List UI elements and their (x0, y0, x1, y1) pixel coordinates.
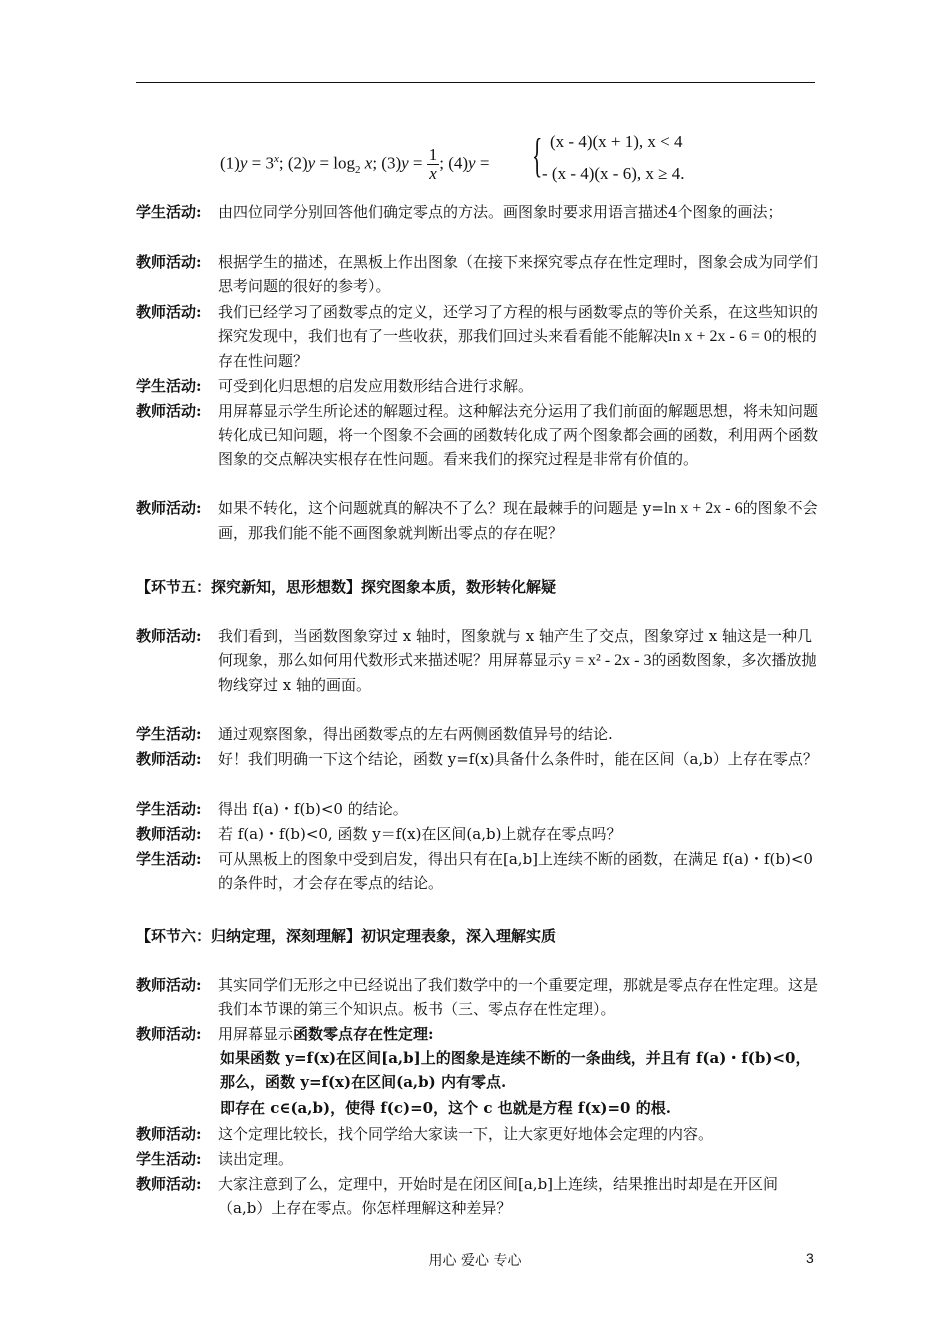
entry-text: 读出定理。 (218, 1150, 294, 1168)
entry-label: 教师活动: (136, 253, 202, 271)
theorem-corollary: 即存在 c∈(a,b)，使得 f(c)=0，这个 c 也就是方程 f(x)=0 的根. (220, 1099, 671, 1117)
entry-math: y = x² - 2x - 3 (563, 652, 652, 669)
entry-text: 得出 f(a)・f(b)<0 的结论。 (218, 800, 408, 818)
entry-label: 教师活动: (136, 1175, 202, 1193)
entry-s6-teacher-4 (136, 1172, 821, 1220)
entry-s5-teacher-1 (136, 624, 821, 697)
footer-motto: 用心 爱心 专心 (428, 1253, 522, 1269)
entry-math: ln x + 2x - 6 (663, 500, 743, 517)
entry-text: 用屏幕显示学生所论述的解题过程。这种解法充分运用了我们前面的解题思想，将未知问题转化成已知问题，将一个图象不会画的函数转化成了两个图象都会画的函数，利用两个函数图象的交点解决实根存在性问题。看来我们的探究过程是非常有价值的。 (218, 402, 819, 468)
entry-label: 教师活动: (136, 627, 202, 645)
entry-text-block (218, 496, 821, 545)
entry-text: 可受到化归思想的启发应用数形结合进行求解。 (218, 377, 534, 395)
entry-label: 学生活动: (136, 203, 202, 221)
entry-text: 如果不转化，这个问题就真的解决不了么？现在最棘手的问题是 y= (218, 499, 664, 517)
piecewise-brace: { (532, 129, 543, 182)
entry-teacher-4 (136, 496, 821, 545)
entry-text: 这个定理比较长，找个同学给大家读一下，让大家更好地体会定理的内容。 (218, 1125, 714, 1143)
entry-text: 大家注意到了么，定理中，开始时是在闭区间[a,b]上连续，结果推出时却是在开区间（a,b）上存在零点。你怎样理解这种差异？ (218, 1175, 779, 1217)
formula-lhs: $(1)y = 3^x$; $(2)y = \log_2 x$; (3)y = $\frac{1}{x}$ ; (4)y = (220, 145, 490, 183)
entry-text: 用屏幕显示 (218, 1025, 294, 1043)
page-number: 3 (806, 1250, 814, 1266)
entry-math: ln x + 2x - 6 = 0 (668, 328, 772, 345)
header-rule (136, 82, 815, 83)
entry-text: 我们已经学习了函数零点的定义，还学习了方程的根与函数零点的等价关系，在这些知识的探究发现中，我们也有了一些收获，那我们回过头来看看能不能解决 (218, 303, 819, 345)
entry-text: 其实同学们无形之中已经说出了我们数学中的一个重要定理，那就是零点存在性定理。这是我们本节课的第三个知识点。板书（三、零点存在性定理）。 (218, 976, 819, 1018)
entry-s6-teacher-2 (136, 1022, 821, 1046)
formula-case1: (x - 4)(x + 1), x < 4 (550, 132, 683, 151)
entry-s5-teacher-2 (136, 747, 821, 771)
entry-text-block (218, 624, 821, 697)
entry-s5-student-3 (136, 847, 821, 895)
entry-s6-teacher-1 (136, 973, 821, 1021)
entry-label: 学生活动: (136, 1150, 202, 1168)
entry-s5-student-1 (136, 722, 821, 746)
section6-heading: 【环节六：归纳定理，深刻理解】初识定理表象，深入理解实质 (136, 927, 557, 945)
entry-s5-teacher-3 (136, 822, 821, 846)
entry-label: 学生活动: (136, 850, 202, 868)
entry-text-block (218, 1022, 821, 1046)
entry-text: 好！我们明确一下这个结论，函数 y=f(x)具备什么条件时，能在区间（a,b）上存在零点？ (218, 750, 818, 768)
entry-text-block (218, 300, 821, 373)
entry-label: 教师活动: (136, 1125, 202, 1143)
entry-student-2 (136, 374, 821, 398)
theorem-statement: 如果函数 y=f(x)在区间[a,b]上的图象是连续不断的一条曲线，并且有 f(a)・f(b)<0，那么，函数 y=f(x)在区间(a,b) 内有零点. (220, 1049, 811, 1091)
entry-text: 我们看到，当函数图象穿过 x 轴时，图象就与 x 轴产生了交点，图象穿过 x 轴这是一种几何现象，那么如何用代数形式来描述呢？用屏幕显示 (218, 627, 812, 669)
entry-label: 教师活动: (136, 499, 202, 517)
entry-teacher-2 (136, 300, 821, 373)
entry-text: 由四位同学分别回答他们确定零点的方法。画图象时要求用语言描述4个图象的画法； (218, 203, 783, 221)
entry-text: 可从黑板上的图象中受到启发，得出只有在[a,b]上连续不断的函数，在满足 f(a)・f(b)<0 的条件时，才会存在零点的结论。 (218, 850, 813, 892)
entry-label: 教师活动: (136, 825, 202, 843)
entry-label: 学生活动: (136, 725, 202, 743)
entry-text: 通过观察图象，得出函数零点的左右两侧函数值异号的结论. (218, 725, 613, 743)
entry-text-cont: 的根的存在性问题？ (218, 327, 817, 370)
entry-s6-student-1 (136, 1147, 821, 1171)
entry-label: 教师活动: (136, 976, 202, 994)
entry-text-cont: 的图象不会画，那我们能不能不画图象就判断出零点的存在呢？ (218, 499, 818, 542)
entry-text: 若 f(a)・f(b)<0, 函数 y＝f(x)在区间(a,b)上就存在零点吗？ (218, 825, 622, 843)
entry-s6-teacher-3 (136, 1122, 821, 1146)
section5-heading: 【环节五：探究新知，思形想数】探究图象本质，数形转化解疑 (136, 578, 557, 596)
entry-label: 教师活动: (136, 402, 202, 420)
entry-label: 学生活动: (136, 800, 202, 818)
entry-label: 教师活动: (136, 750, 202, 768)
entry-student-1 (136, 200, 821, 224)
entry-s5-student-2 (136, 797, 821, 821)
entry-text: 根据学生的描述，在黑板上作出图象（在接下来探究零点存在性定理时，图象会成为同学们思考问题的很好的参考）。 (218, 253, 819, 295)
function-list-formula (220, 128, 820, 192)
entry-label: 教师活动: (136, 303, 202, 321)
entry-text-cont: 的函数图象，多次播放抛物线穿过 x 轴的画面。 (218, 651, 817, 694)
entry-teacher-3 (136, 399, 821, 471)
formula-case2: - (x - 4)(x - 6), x ≥ 4. (542, 164, 685, 183)
entry-teacher-1 (136, 250, 821, 298)
entry-label: 学生活动: (136, 377, 202, 395)
theorem-title: 函数零点存在性定理: (293, 1025, 434, 1043)
entry-label: 教师活动: (136, 1025, 202, 1043)
